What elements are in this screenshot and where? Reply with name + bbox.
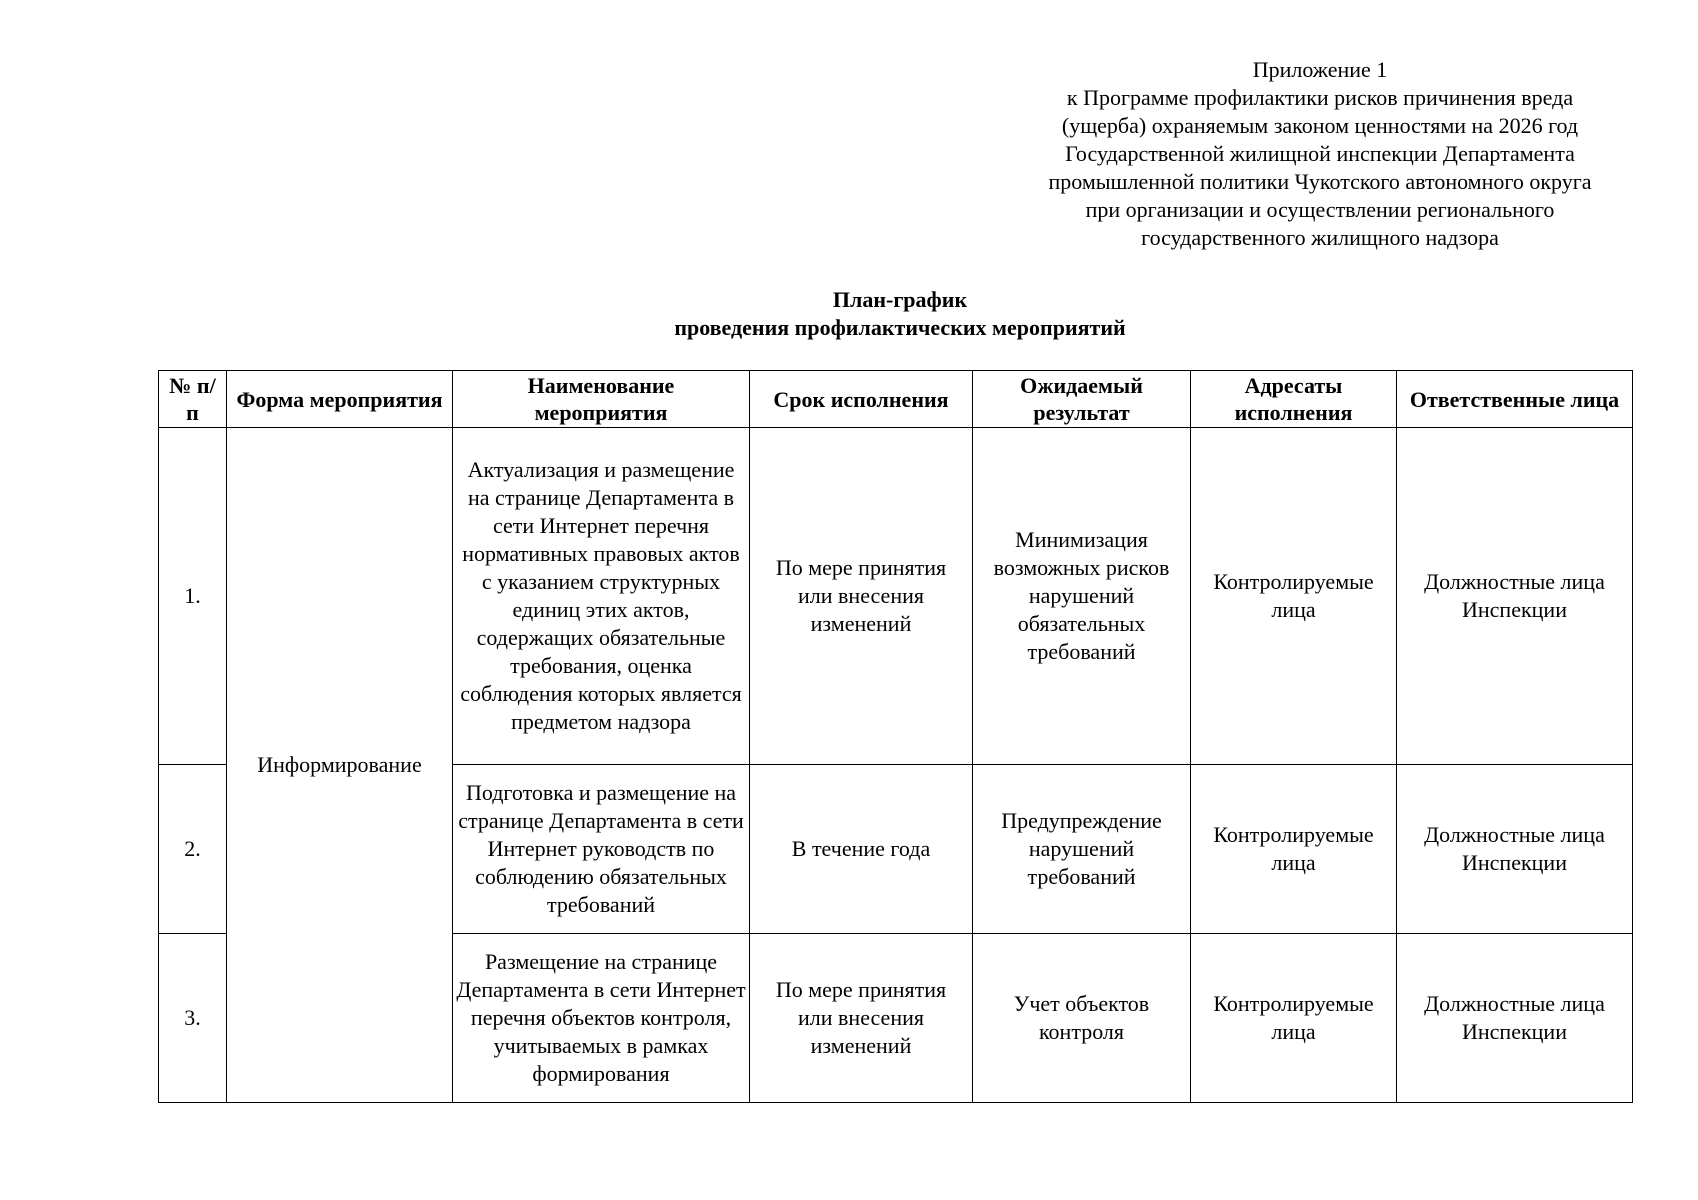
header-number: № п/п [159,371,227,428]
cell-deadline: По мере принятия или внесения изменений [750,428,973,765]
cell-number: 2. [159,765,227,934]
header-responsible: Ответственные лица [1397,371,1633,428]
header-addressees: Адресаты исполнения [1191,371,1397,428]
appendix-line: государственного жилищного надзора [1141,225,1499,250]
cell-result: Предупреждение нарушений требований [973,765,1191,934]
appendix-line: Государственной жилищной инспекции Департамента [1065,141,1575,166]
cell-result: Минимизация возможных рисков нарушений обязательных требований [973,428,1191,765]
appendix-line: к Программе профилактики рисков причинения вреда [1066,85,1574,110]
cell-form: Информирование [227,428,453,1103]
header-name: Наименование мероприятия [453,371,750,428]
cell-addressees: Контролируемые лица [1191,765,1397,934]
appendix-line: Приложение 1 [1252,57,1388,82]
table-header-row [159,371,1633,428]
plan-schedule-table [158,370,1633,1103]
cell-addressees: Контролируемые лица [1191,934,1397,1103]
cell-name: Подготовка и размещение на странице Департамента в сети Интернет руководств по соблюдению обязательных требований [453,765,750,934]
title-line-1: План-график [832,287,968,312]
table-row [159,428,1633,765]
appendix-line: (ущерба) охраняемым законом ценностями на 2026 год [1061,113,1579,138]
cell-number: 3. [159,934,227,1103]
cell-responsible: Должностные лица Инспекции [1397,765,1633,934]
appendix-line: при организации и осуществлении регионального [1085,197,1555,222]
appendix-header [1010,56,1630,252]
cell-name: Размещение на странице Департамента в сети Интернет перечня объектов контроля, учитываемых в рамках формирования [453,934,750,1103]
title-line-2: проведения профилактических мероприятий [674,315,1126,340]
header-deadline: Срок исполнения [750,371,973,428]
cell-result: Учет объектов контроля [973,934,1191,1103]
appendix-line: промышленной политики Чукотского автономного округа [1048,169,1592,194]
cell-responsible: Должностные лица Инспекции [1397,934,1633,1103]
document-title [545,286,1255,342]
cell-deadline: В течение года [750,765,973,934]
cell-name: Актуализация и размещение на странице Департамента в сети Интернет перечня нормативных правовых актов с указанием структурных единиц этих актов, содержащих обязательные требования, оценка соблюдения которых является предметом надзора [453,428,750,765]
cell-deadline: По мере принятия или внесения изменений [750,934,973,1103]
header-result: Ожидаемый результат [973,371,1191,428]
cell-responsible: Должностные лица Инспекции [1397,428,1633,765]
header-form: Форма мероприятия [227,371,453,428]
cell-addressees: Контролируемые лица [1191,428,1397,765]
cell-number: 1. [159,428,227,765]
